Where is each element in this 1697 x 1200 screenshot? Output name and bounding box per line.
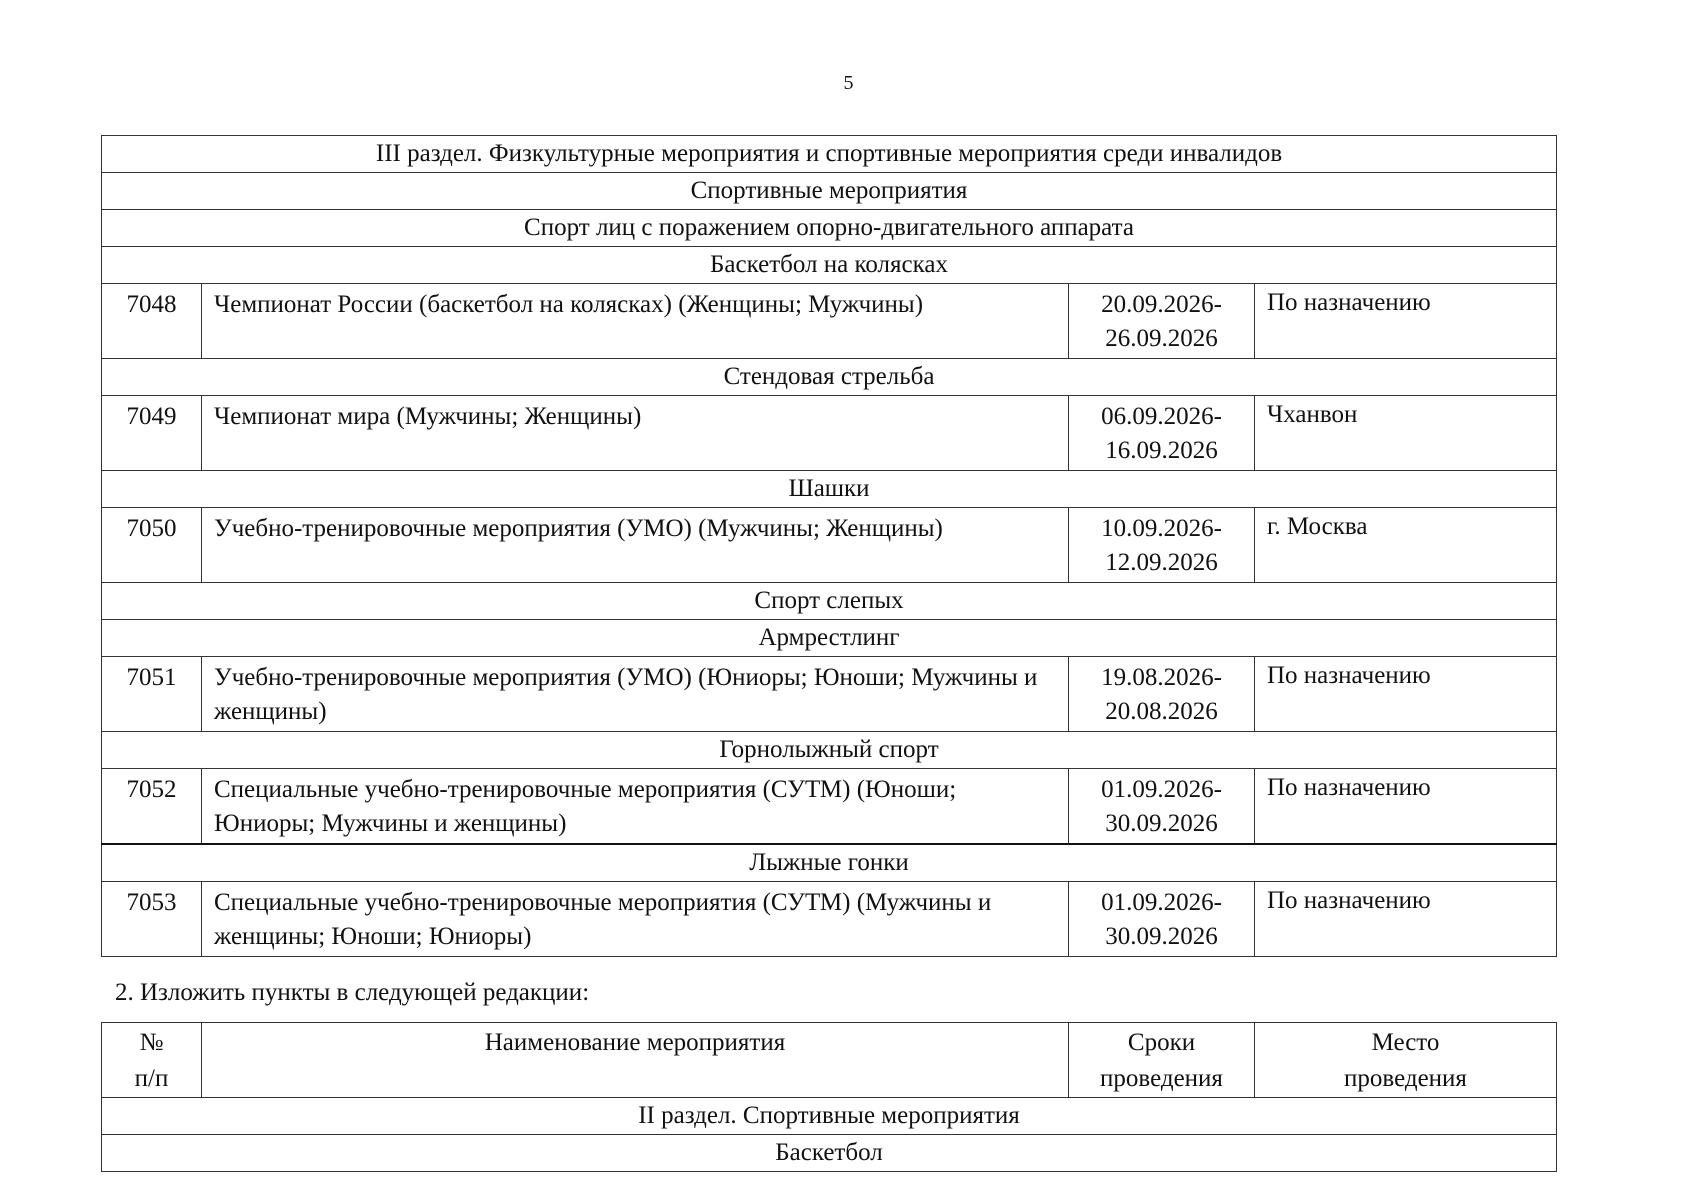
event-name: Чемпионат мира (Мужчины; Женщины) <box>202 396 1069 471</box>
row-number: 7053 <box>102 882 202 957</box>
row-number: 7052 <box>102 769 202 845</box>
row-number: 7050 <box>102 508 202 583</box>
event-name: Учебно-тренировочные мероприятия (УМО) (Юниоры; Юноши; Мужчины и женщины) <box>202 657 1069 732</box>
events-table <box>101 135 1557 957</box>
event-dates: 20.09.2026- 26.09.2026 <box>1069 284 1255 359</box>
event-dates: 01.09.2026- 30.09.2026 <box>1069 769 1255 845</box>
row-number: 7048 <box>102 284 202 359</box>
sport-title: Стендовая стрельба <box>102 359 1557 396</box>
section-title: II раздел. Спортивные мероприятия <box>102 1098 1557 1135</box>
table-row <box>102 769 1557 845</box>
event-name: Специальные учебно-тренировочные мероприятия (СУТМ) (Юноши; Юниоры; Мужчины и женщины) <box>202 769 1069 845</box>
event-dates: 06.09.2026- 16.09.2026 <box>1069 396 1255 471</box>
event-place: Чханвон <box>1255 396 1557 471</box>
sport-title: Шашки <box>102 471 1557 508</box>
sport-title: Армрестлинг <box>102 620 1557 657</box>
events-table-2 <box>101 1022 1557 1172</box>
table-header-row <box>102 1023 1557 1098</box>
column-header-name: Наименование мероприятия <box>202 1023 1069 1098</box>
event-place: По назначению <box>1255 882 1557 957</box>
group-title: Спорт лиц с поражением опорно-двигательного аппарата <box>102 210 1557 247</box>
event-name: Чемпионат России (баскетбол на колясках) (Женщины; Мужчины) <box>202 284 1069 359</box>
row-number: 7051 <box>102 657 202 732</box>
table-row <box>102 284 1557 359</box>
event-place: По назначению <box>1255 657 1557 732</box>
event-name: Учебно-тренировочные мероприятия (УМО) (Мужчины; Женщины) <box>202 508 1069 583</box>
sport-title: Баскетбол <box>102 1135 1557 1172</box>
column-header-place: Место проведения <box>1255 1023 1557 1098</box>
table-row <box>102 396 1557 471</box>
event-dates: 01.09.2026- 30.09.2026 <box>1069 882 1255 957</box>
event-name: Специальные учебно-тренировочные мероприятия (СУТМ) (Мужчины и женщины; Юноши; Юниоры) <box>202 882 1069 957</box>
event-dates: 19.08.2026- 20.08.2026 <box>1069 657 1255 732</box>
event-dates: 10.09.2026- 12.09.2026 <box>1069 508 1255 583</box>
event-place: По назначению <box>1255 769 1557 845</box>
sport-title: Баскетбол на колясках <box>102 247 1557 284</box>
event-place: По назначению <box>1255 284 1557 359</box>
sport-title: Лыжные гонки <box>102 844 1557 882</box>
event-place: г. Москва <box>1255 508 1557 583</box>
section-title: III раздел. Физкультурные мероприятия и спортивные мероприятия среди инвалидов <box>102 136 1557 173</box>
sport-title: Горнолыжный спорт <box>102 732 1557 769</box>
column-header-dates: Сроки проведения <box>1069 1023 1255 1098</box>
group-title: Спорт слепых <box>102 583 1557 620</box>
subsection-title: Спортивные мероприятия <box>102 173 1557 210</box>
table-row <box>102 882 1557 957</box>
column-header-number: № п/п <box>102 1023 202 1098</box>
table-row <box>102 508 1557 583</box>
row-number: 7049 <box>102 396 202 471</box>
paragraph-text: 2. Изложить пункты в следующей редакции: <box>115 979 590 1006</box>
page-number: 5 <box>843 72 854 94</box>
table-row <box>102 657 1557 732</box>
